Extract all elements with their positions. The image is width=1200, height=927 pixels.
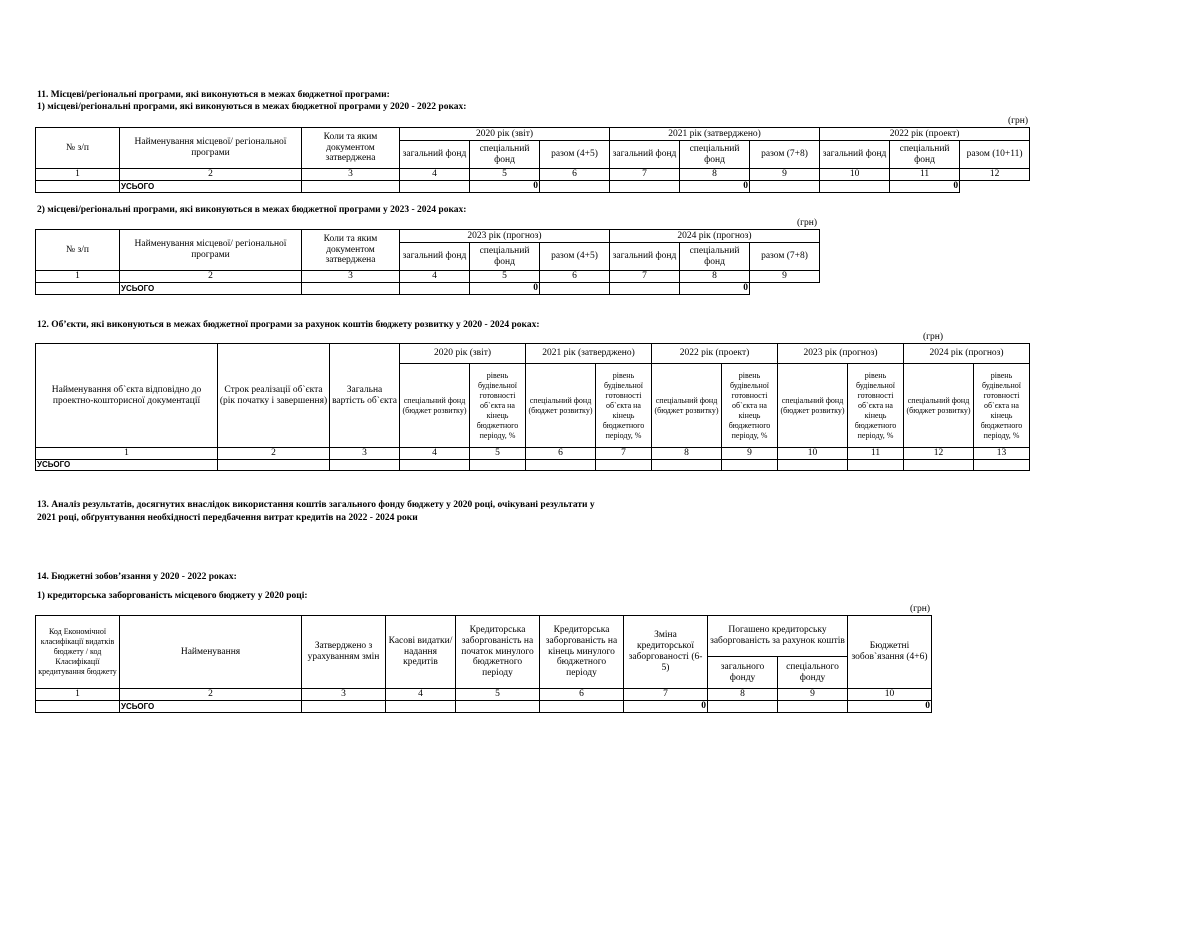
table-row (36, 230, 820, 243)
column-subheader: загального фонду (708, 657, 778, 689)
programs-2023-2024-table (35, 229, 820, 295)
table-cell (400, 460, 470, 471)
table-row (36, 616, 932, 657)
column-header: Загальна вартість об`єкта (330, 344, 400, 448)
column-number: 3 (302, 271, 400, 283)
section-14-title: 14. Бюджетні зобов’язання у 2020 - 2022 роках: (37, 572, 237, 582)
column-number: 9 (750, 271, 820, 283)
total-label: УСЬОГО (120, 181, 302, 193)
column-number: 3 (330, 448, 400, 460)
table-cell (904, 460, 974, 471)
total-value: 0 (470, 283, 540, 295)
column-header: Найменування місцевої/ регіональної програми (120, 230, 302, 271)
column-header: Код Економічної класифікації видатків бюджету / код Класифікації кредитування бюджету (36, 616, 120, 689)
year-header: 2021 рік (затверджено) (526, 344, 652, 364)
year-header: 2020 рік (звіт) (400, 344, 526, 364)
section-11-subtitle-1: 1) місцеві/регіональні програми, які виконуються в межах бюджетної програми у 2020 - 2022 роках: (37, 102, 467, 112)
table-cell (36, 181, 120, 193)
column-number: 4 (386, 689, 456, 701)
table-row (36, 460, 1030, 471)
table-cell (610, 181, 680, 193)
table-cell (302, 283, 400, 295)
creditor-debt-table (35, 615, 932, 713)
section-13-line-2: 2021 році, обґрунтування необхідності передбачення витрат кредитів на 2022 - 2024 роки (37, 513, 418, 523)
column-subheader: разом (10+11) (960, 141, 1030, 169)
column-subheader: загальний фонд (400, 243, 470, 271)
column-number: 10 (820, 169, 890, 181)
column-header: Найменування (120, 616, 302, 689)
table-cell (218, 460, 330, 471)
column-header: № з/п (36, 128, 120, 169)
table-cell (540, 181, 610, 193)
column-header: Найменування об`єкта відповідно до проектно-кошторисної документації (36, 344, 218, 448)
column-number: 12 (960, 169, 1030, 181)
column-number: 1 (36, 448, 218, 460)
column-number: 13 (974, 448, 1030, 460)
column-number: 8 (708, 689, 778, 701)
table-row (36, 271, 820, 283)
table-cell (302, 701, 386, 713)
total-value: 0 (680, 181, 750, 193)
column-subheader: спеціальний фонд (470, 141, 540, 169)
table-row (36, 181, 1030, 193)
column-number: 5 (470, 271, 540, 283)
table-cell (722, 460, 778, 471)
column-header: Погашено кредиторську заборгованість за рахунок коштів (708, 616, 848, 657)
table-cell (456, 701, 540, 713)
table-cell (36, 283, 120, 295)
column-number: 6 (540, 169, 610, 181)
section-14-subtitle: 1) кредиторська заборгованість місцевого бюджету у 2020 році: (37, 591, 308, 601)
table-row (36, 689, 932, 701)
readiness-level-header: рівень будівельної готовності об`єкта на кінець бюджетного періоду, % (722, 364, 778, 448)
column-number: 11 (890, 169, 960, 181)
table-cell (400, 181, 470, 193)
column-number: 5 (470, 448, 526, 460)
readiness-level-header: рівень будівельної готовності об`єкта на кінець бюджетного періоду, % (848, 364, 904, 448)
year-header: 2020 рік (звіт) (400, 128, 610, 141)
column-subheader: разом (7+8) (750, 243, 820, 271)
special-fund-header: спеціальний фонд (бюджет розвитку) (904, 364, 974, 448)
table-cell (848, 460, 904, 471)
column-number: 6 (540, 271, 610, 283)
column-subheader: разом (7+8) (750, 141, 820, 169)
table-cell (974, 460, 1030, 471)
column-number: 6 (526, 448, 596, 460)
table-cell (778, 701, 848, 713)
section-11-subtitle-2: 2) місцеві/регіональні програми, які виконуються в межах бюджетної програми у 2023 - 2024 роках: (37, 205, 467, 215)
column-number: 1 (36, 169, 120, 181)
special-fund-header: спеціальний фонд (бюджет розвитку) (778, 364, 848, 448)
table-cell (540, 701, 624, 713)
column-header: Зміна кредиторської заборгованості (6-5) (624, 616, 708, 689)
column-number: 5 (470, 169, 540, 181)
column-number: 6 (540, 689, 624, 701)
total-label: УСЬОГО (120, 283, 302, 295)
column-header: Кредиторська заборгованість на початок минулого бюджетного періоду (456, 616, 540, 689)
column-number: 11 (848, 448, 904, 460)
table-cell (750, 181, 820, 193)
column-number: 2 (120, 169, 302, 181)
column-header: Затверджено з урахуванням змін (302, 616, 386, 689)
column-subheader: загальний фонд (610, 243, 680, 271)
column-number: 9 (722, 448, 778, 460)
table-cell (330, 460, 400, 471)
table-cell (400, 283, 470, 295)
readiness-level-header: рівень будівельної готовності об`єкта на кінець бюджетного періоду, % (596, 364, 652, 448)
unit-label: (грн) (910, 604, 931, 614)
column-subheader: загальний фонд (820, 141, 890, 169)
total-value: 0 (680, 283, 750, 295)
table-cell (386, 701, 456, 713)
total-value: 0 (890, 181, 960, 193)
column-number: 4 (400, 169, 470, 181)
column-subheader: спеціальний фонд (470, 243, 540, 271)
section-13-line-1: 13. Аналіз результатів, досягнутих внаслідок використання коштів загального фонду бюджету у 2020 році, очікувані результати у (37, 500, 595, 510)
column-subheader: спеціальний фонд (680, 243, 750, 271)
table-row (36, 128, 1030, 141)
column-number: 7 (624, 689, 708, 701)
column-header: Кредиторська заборгованість на кінець минулого бюджетного періоду (540, 616, 624, 689)
year-header: 2023 рік (прогноз) (400, 230, 610, 243)
column-number: 12 (904, 448, 974, 460)
column-number: 1 (36, 689, 120, 701)
table-row (36, 169, 1030, 181)
column-number: 7 (596, 448, 652, 460)
column-subheader: спеціального фонду (778, 657, 848, 689)
column-number: 9 (778, 689, 848, 701)
special-fund-header: спеціальний фонд (бюджет розвитку) (400, 364, 470, 448)
year-header: 2024 рік (прогноз) (904, 344, 1030, 364)
column-number: 8 (652, 448, 722, 460)
year-header: 2023 рік (прогноз) (778, 344, 904, 364)
readiness-level-header: рівень будівельної готовності об`єкта на кінець бюджетного періоду, % (470, 364, 526, 448)
column-header: Найменування місцевої/ регіональної програми (120, 128, 302, 169)
column-number: 10 (848, 689, 932, 701)
table-cell (540, 283, 610, 295)
column-number: 7 (610, 169, 680, 181)
section-11-title: 11. Місцеві/регіональні програми, які виконуються в межах бюджетної програми: (37, 90, 390, 100)
column-subheader: загальний фонд (400, 141, 470, 169)
column-number: 10 (778, 448, 848, 460)
table-cell (610, 283, 680, 295)
total-label: УСЬОГО (120, 701, 302, 713)
table-cell (36, 701, 120, 713)
column-subheader: загальний фонд (610, 141, 680, 169)
total-label: УСЬОГО (36, 460, 218, 471)
unit-label: (грн) (797, 218, 818, 228)
column-header: Касові видатки/ надання кредитів (386, 616, 456, 689)
table-cell (470, 460, 526, 471)
column-subheader: спеціальний фонд (680, 141, 750, 169)
column-header: Бюджетні зобов`язання (4+6) (848, 616, 932, 689)
column-subheader: спеціальний фонд (890, 141, 960, 169)
special-fund-header: спеціальний фонд (бюджет розвитку) (652, 364, 722, 448)
table-cell (778, 460, 848, 471)
table-cell (820, 181, 890, 193)
table-cell (596, 460, 652, 471)
total-value: 0 (848, 701, 932, 713)
unit-label: (грн) (1008, 116, 1029, 126)
total-value: 0 (470, 181, 540, 193)
year-header: 2022 рік (проект) (652, 344, 778, 364)
year-header: 2021 рік (затверджено) (610, 128, 820, 141)
special-fund-header: спеціальний фонд (бюджет розвитку) (526, 364, 596, 448)
column-number: 7 (610, 271, 680, 283)
programs-2020-2022-table (35, 127, 1030, 193)
column-subheader: разом (4+5) (540, 141, 610, 169)
column-number: 8 (680, 271, 750, 283)
table-row (36, 344, 1030, 364)
column-number: 2 (218, 448, 330, 460)
table-cell (526, 460, 596, 471)
table-cell (652, 460, 722, 471)
table-cell (302, 181, 400, 193)
column-number: 4 (400, 271, 470, 283)
table-row (36, 448, 1030, 460)
column-number: 3 (302, 689, 386, 701)
column-number: 5 (456, 689, 540, 701)
year-header: 2022 рік (проект) (820, 128, 1030, 141)
column-header: Коли та яким документом затверджена (302, 128, 400, 169)
table-row (36, 701, 932, 713)
column-number: 9 (750, 169, 820, 181)
unit-label: (грн) (923, 332, 944, 342)
column-number: 4 (400, 448, 470, 460)
column-header: Строк реалізації об`єкта (рік початку і завершення) (218, 344, 330, 448)
column-number: 2 (120, 689, 302, 701)
table-cell (708, 701, 778, 713)
column-number: 1 (36, 271, 120, 283)
column-subheader: разом (4+5) (540, 243, 610, 271)
column-number: 3 (302, 169, 400, 181)
readiness-level-header: рівень будівельної готовності об`єкта на кінець бюджетного періоду, % (974, 364, 1030, 448)
objects-table (35, 343, 1030, 471)
table-row (36, 283, 820, 295)
column-number: 2 (120, 271, 302, 283)
column-number: 8 (680, 169, 750, 181)
column-header: № з/п (36, 230, 120, 271)
column-header: Коли та яким документом затверджена (302, 230, 400, 271)
year-header: 2024 рік (прогноз) (610, 230, 820, 243)
section-12-title: 12. Об’єкти, які виконуються в межах бюджетної програми за рахунок коштів бюджету розвитку у 2020 - 2024 роках: (37, 320, 540, 330)
total-value: 0 (624, 701, 708, 713)
